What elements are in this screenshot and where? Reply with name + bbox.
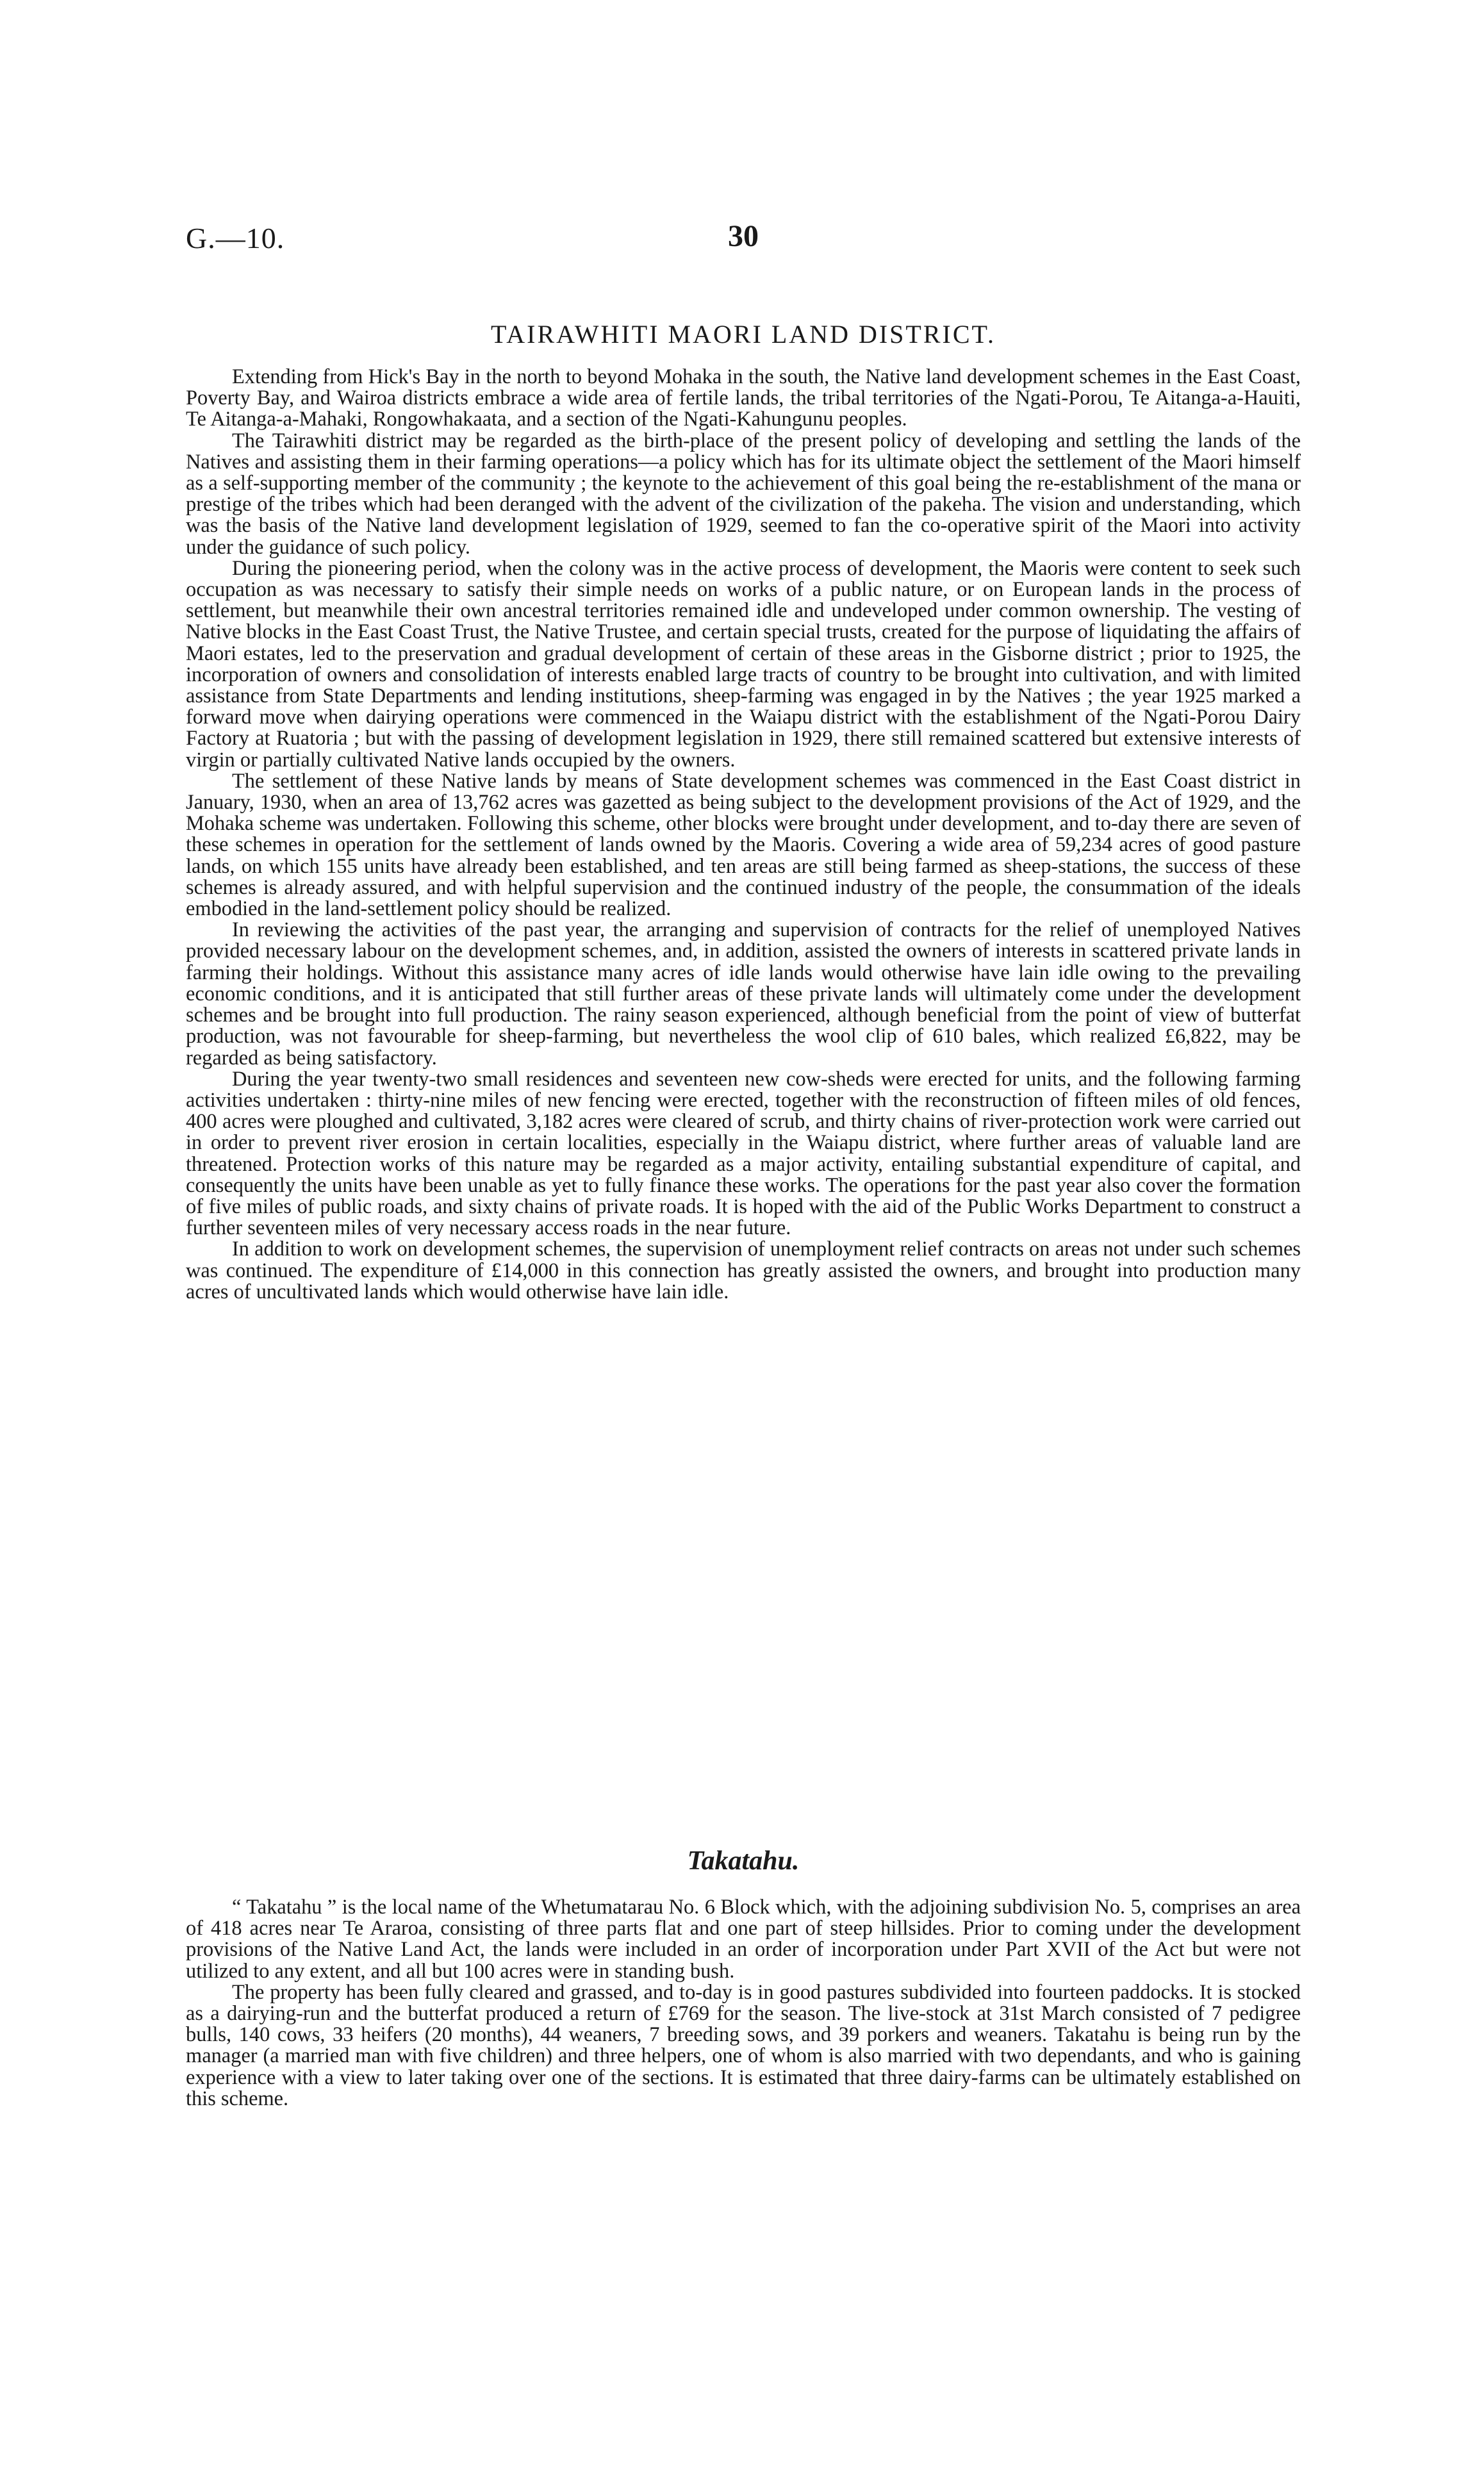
paragraph: In addition to work on development schemes, the supervision of unemployment relief contracts on areas not under such schemes was continued. The expenditure of £14,000 in this connection has greatly assisted the owners, and brought into production many acres of uncultivated lands which would otherwise have lain idle. [186,1237,1301,1303]
section-body [186,1897,1301,2110]
main-body [186,367,1301,1303]
page-title: TAIRAWHITI MAORI LAND DISTRICT. [491,320,996,349]
document-reference: G.—10. [186,222,285,254]
paragraph: During the pioneering period, when the colony was in the active process of development, the Maoris were content to seek such occupation as was necessary to satisfy their simple needs on works of a public nature, or on European lands in the process of settlement, but meanwhile their own ancestral territories remained idle and undeveloped under common ownership. The vesting of Native blocks in the East Coast Trust, the Native Trustee, and certain special trusts, created for the purpose of liquidating the affairs of Maori estates, led to the preservation and gradual development of certain of these areas in the Gisborne district ; prior to 1925, the incorporation of owners and consolidation of interests enabled large tracts of country to be brought into cultivation, and with limited assistance from State Departments and lending institutions, sheep-farming was engaged in by the Natives ; the year 1925 marked a forward move when dairying operations were commenced in the Waiapu district with the establishment of the Ngati-Porou Dairy Factory at Ruatoria ; but with the passing of development legislation in 1929, there still remained scattered but extensive interests of virgin or partially cultivated Native lands occupied by the owners. [186,556,1301,772]
section-heading: Takatahu. [687,1846,800,1876]
paragraph: “ Takatahu ” is the local name of the Whetumatarau No. 6 Block which, with the adjoining subdivision No. 5, comprises an area of 418 acres near Te Araroa, consisting of three parts flat and one part of steep hillsides. Prior to coming under the development provisions of the Native Land Act, the lands were included in an order of incorporation under Part XVII of the Act but were not utilized to any extent, and all but 100 acres were in standing bush. [186,1896,1301,1983]
paragraph: During the year twenty-two small residences and seventeen new cow-sheds were erected for units, and the following farming activities undertaken : thirty-nine miles of new fencing were erected, together with the reconstruction of fifteen miles of old fences, 400 acres were ploughed and cultivated, 3,182 acres were cleared of scrub, and thirty chains of river-protection work were carried out in order to prevent river erosion in certain localities, especially in the Waiapu district, where further areas of valuable land are threatened. Protection works of this nature may be regarded as a major activity, entailing substantial expenditure of capital, and consequently the units have been unable as yet to fully finance these works. The operations for the past year also cover the formation of five miles of public roads, and sixty chains of private roads. It is hoped with the aid of the Public Works Department to construct a further seventeen miles of very necessary access roads in the near future. [186,1067,1301,1240]
paragraph: The property has been fully cleared and grassed, and to-day is in good pastures subdivided into fourteen paddocks. It is stocked as a dairying-run and the butterfat produced a return of £769 for the season. The live-stock at 31st March consisted of 7 pedigree bulls, 140 cows, 33 heifers (20 months), 44 weaners, 7 breeding sows, and 39 porkers and weaners. Takatahu is being run by the manager (a married man with five children) and three helpers, one of whom is also married with two dependants, and who is gaining experience with a view to later taking over one of the sections. It is estimated that three dairy-farms can be ultimately established on this scheme. [186,1980,1301,2110]
paragraph: The settlement of these Native lands by means of State development schemes was commenced in the East Coast district in January, 1930, when an area of 13,762 acres was gazetted as being subject to the development provisions of the Act of 1929, and the Mohaka scheme was undertaken. Following this scheme, other blocks were brought under development, and to-day there are seven of these schemes in operation for the settlement of lands owned by the Maoris. Covering a wide area of 59,234 acres of good pasture lands, on which 155 units have already been established, and ten areas are still being farmed as sheep-stations, the success of these schemes is already assured, and with helpful supervision and the continued industry of the people, the consummation of the ideals embodied in the land-settlement policy should be realized. [186,769,1301,921]
paragraph: Extending from Hick's Bay in the north to beyond Mohaka in the south, the Native land development schemes in the East Coast, Poverty Bay, and Wairoa districts embrace a wide area of fertile lands, the tribal territories of the Ngati-Porou, Te Aitanga-a-Hauiti, Te Aitanga-a-Mahaki, Rongowhakaata, and a section of the Ngati-Kahungunu peoples. [186,365,1301,431]
paragraph: The Tairawhiti district may be regarded as the birth-place of the present policy of developing and settling the lands of the Natives and assisting them in their farming operations—a policy which has for its ultimate object the settlement of the Maori himself as a self-supporting member of the community ; the keynote to the achievement of this goal being the re-establishment of the mana or prestige of the tribes which had been deranged with the advent of the civilization of the pakeha. The vision and understanding, which was the basis of the Native land development legislation of 1929, seemed to fan the co-operative spirit of the Maori into activity under the guidance of such policy. [186,429,1301,559]
page-number: 30 [728,219,759,253]
page-header [186,221,1301,266]
paragraph: In reviewing the activities of the past year, the arranging and supervision of contracts for the relief of unemployed Natives provided necessary labour on the development schemes, and, in addition, assisted the owners of interests in scattered private lands in farming their holdings. Without this assistance many acres of idle lands would otherwise have lain idle owing to the prevailing economic conditions, and it is anticipated that still further areas of these private lands will ultimately come under the development schemes and be brought into full production. The rainy season experienced, although beneficial from the point of view of butterfat production, was not favourable for sheep-farming, but nevertheless the wool clip of 610 bales, which realized £6,822, may be regarded as being satisfactory. [186,918,1301,1070]
